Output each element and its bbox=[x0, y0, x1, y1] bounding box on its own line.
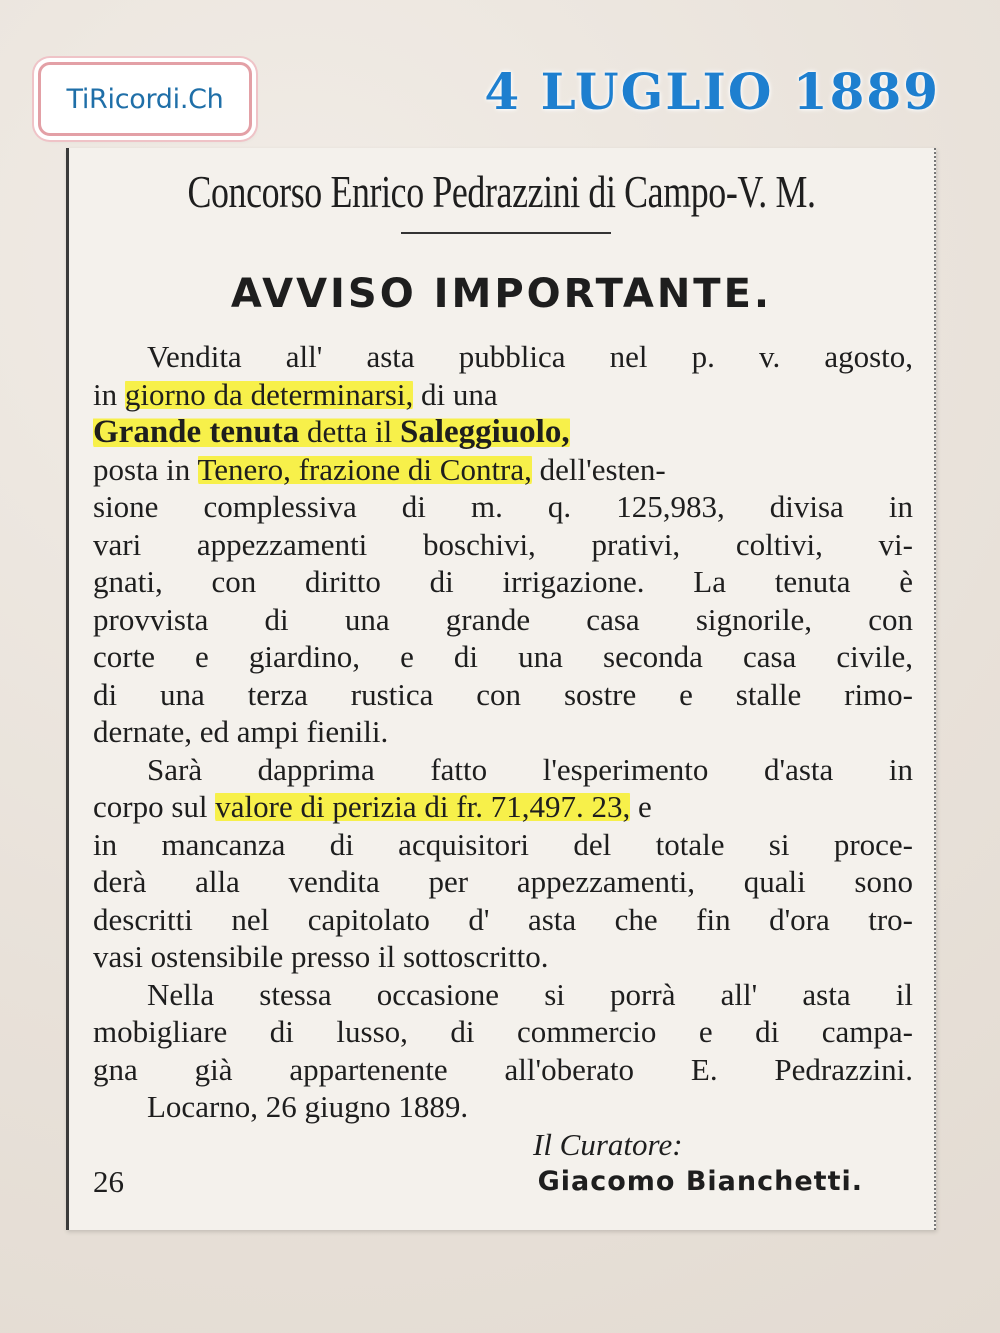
text-line: Nella stessa occasione si porrà all' asta il bbox=[147, 976, 913, 1012]
text-line: di una terza rustica con sostre e stalle rimo- bbox=[93, 676, 913, 712]
date-title: 4 LUGLIO 1889 bbox=[484, 62, 940, 121]
clipping-headline: Concorso Enrico Pedrazzini di Campo-V. M. bbox=[187, 166, 816, 217]
headline-rule bbox=[401, 232, 611, 234]
highlight-location: Tenero, frazione di Contra, bbox=[197, 451, 532, 487]
text-line: Vendita all' asta pubblica nel p. v. agosto, bbox=[147, 339, 913, 374]
newspaper-clipping bbox=[66, 148, 936, 1230]
highlight: giorno da determinarsi, bbox=[124, 376, 414, 412]
text-line: dernate, ed ampi fienili. bbox=[93, 714, 389, 749]
text-line: in mancanza di acquisitori del totale si proce- bbox=[93, 826, 913, 862]
text-line: derà alla vendita per appezzamenti, quali sono bbox=[93, 864, 913, 899]
text-line: gna già appartenente all'oberato E. Pedrazzini. bbox=[93, 1051, 913, 1087]
site-logo-badge bbox=[38, 62, 252, 136]
text-line: mobigliare di lusso, di commercio e di campa- bbox=[93, 1014, 913, 1049]
curator-label: Il Curatore: bbox=[533, 1126, 683, 1162]
text-line: posta in Tenero, frazione di Contra, dell'esten- bbox=[93, 451, 666, 487]
clipping-subhead: AVVISO IMPORTANTE. bbox=[230, 271, 773, 317]
place-date-line: Locarno, 26 giugno 1889. bbox=[147, 1089, 469, 1124]
text-line: vasi ostensibile presso il sottoscritto. bbox=[93, 939, 549, 974]
highlight-value: valore di perizia di fr. 71,497. 23, bbox=[215, 789, 631, 824]
text-line bbox=[93, 413, 913, 451]
text-line: Sarà dapprima fatto l'esperimento d'asta in bbox=[147, 751, 913, 787]
signature-row bbox=[93, 1163, 913, 1201]
ad-number: 26 bbox=[93, 1164, 124, 1199]
site-logo-text: TiRicordi.Ch bbox=[66, 83, 224, 115]
text-line: descritti nel capitolato d' asta che fin d'ora tro- bbox=[93, 901, 913, 937]
text-line: vari appezzamenti boschivi, prativi, coltivi, vi- bbox=[93, 526, 913, 562]
highlight-property-name: Grande tenuta detta il Saleggiuolo, bbox=[93, 414, 570, 450]
text-line: sione complessiva di m. q. 125,983, divisa in bbox=[93, 489, 913, 524]
text-line: gnati, con diritto di irrigazione. La tenuta è bbox=[93, 564, 913, 599]
clipping-body bbox=[93, 338, 913, 1201]
text-line: in giorno da determinarsi, di una bbox=[93, 376, 498, 412]
text-line: corte e giardino, e di una seconda casa civile, bbox=[93, 639, 913, 674]
text-line: provvista di una grande casa signorile, con bbox=[93, 601, 913, 637]
signature-name: Giacomo Bianchetti. bbox=[537, 1166, 863, 1197]
text-line: corpo sul valore di perizia di fr. 71,497. 23, e bbox=[93, 789, 652, 824]
